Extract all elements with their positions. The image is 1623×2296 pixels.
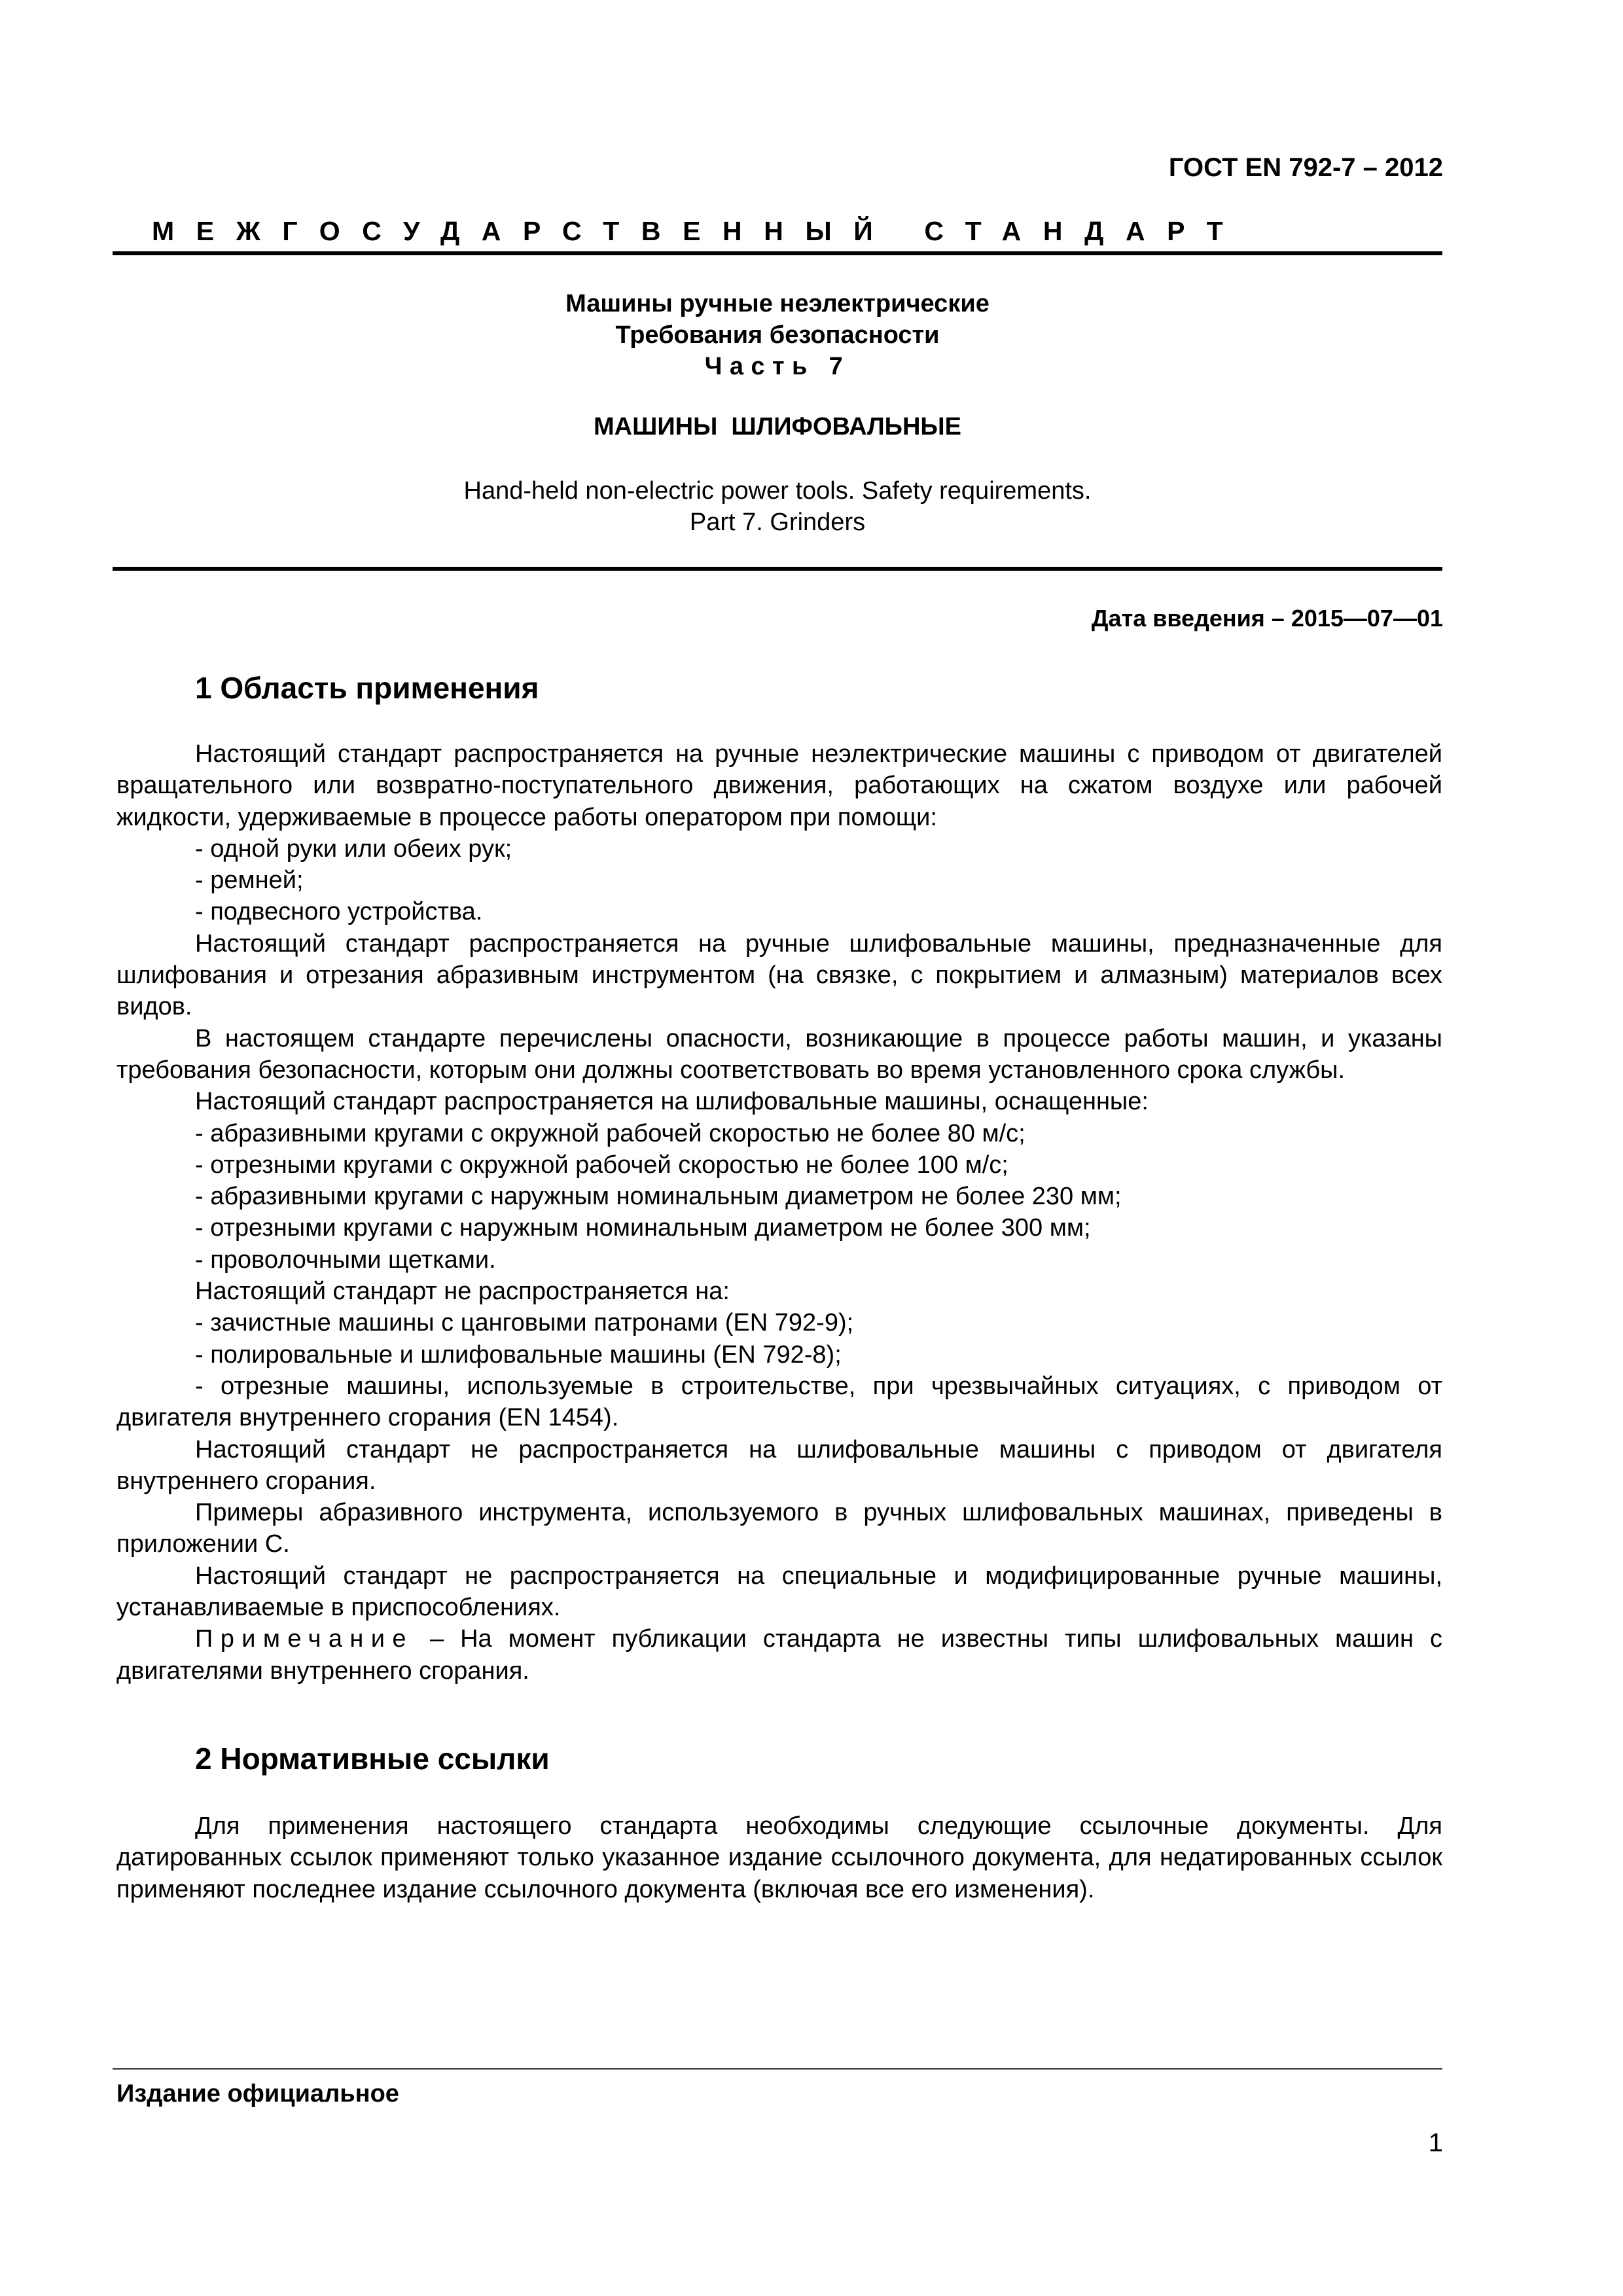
list-item: - абразивными кругами с окружной рабочей скоростью не более 80 м/с; [195,1119,1026,1147]
title-part: Часть 7 [704,353,851,380]
section-1-heading: 1 Область применения [195,671,539,705]
list-item: - ремней; [195,867,304,895]
title-divider [113,567,1442,571]
note-label: Примечание [195,1625,414,1653]
list-item: - абразивными кругами с наружным номинальным диаметром не более 230 мм; [195,1183,1122,1211]
title-line-2: Требования безопасности [615,321,940,349]
list-item: - проволочными щетками. [195,1246,496,1274]
edition-label: Издание официальное [116,2080,399,2108]
paragraph: Настоящий стандарт распространяется на ручные неэлектрические машины с приводом от двигателей вращательного или возвратно-поступательного движения, работающих на сжатом воздухе или рабочей жидкости, удерживаемые в процессе работы оператором при помощи: [116,740,1442,831]
page-number: 1 [1428,2128,1443,2157]
list-item: - подвесного устройства. [195,898,483,926]
title-en-line-1: Hand-held non-electric power tools. Safety requirements. [463,477,1092,505]
list-item: - отрезными кругами с наружным номинальным диаметром не более 300 мм; [195,1214,1091,1242]
title-en-line-2: Part 7. Grinders [689,509,866,536]
list-item: - полировальные и шлифовальные машины (EN 792-8); [195,1340,842,1369]
title-line-1: Машины ручные неэлектрические [565,290,990,317]
footer-divider [113,2068,1442,2070]
paragraph: Настоящий стандарт не распространяется на: [195,1278,730,1306]
note-text: – На момент публикации стандарта не известны типы шлифовальных машин с двигателями внутреннего сгорания. [116,1625,1442,1685]
note [116,1623,1442,1687]
document-code: ГОСТ EN 792-7 – 2012 [1168,153,1443,182]
title-subject: МАШИНЫ ШЛИФОВАЛЬНЫЕ [594,413,961,440]
paragraph: Настоящий стандарт распространяется на ручные шлифовальные машины, предназначенные для шлифования и отрезания абразивным инструментом (на связке, с покрытием и алмазным) материалов всех видов. [116,929,1442,1021]
list-item: - одной руки или обеих рук; [195,834,512,863]
introduction-date: Дата введения – 2015—07—01 [1091,605,1443,632]
section-2-body [116,1810,1442,1905]
paragraph: Настоящий стандарт не распространяется на специальные и модифицированные ручные машины, устанавливаемые в приспособлениях. [116,1562,1442,1622]
title-russian [113,288,1442,382]
section-1-body [116,738,1442,1687]
section-2-heading: 2 Нормативные ссылки [195,1742,550,1776]
list-item: - зачистные машины с цанговыми патронами (EN 792-9); [195,1309,854,1337]
paragraph: Настоящий стандарт распространяется на шлифовальные машины, оснащенные: [195,1088,1149,1116]
paragraph: Примеры абразивного инструмента, используемого в ручных шлифовальных машинах, приведены в приложении С. [116,1499,1442,1558]
list-item: - отрезными кругами с окружной рабочей скоростью не более 100 м/с; [195,1151,1008,1179]
paragraph: Настоящий стандарт не распространяется на шлифовальные машины с приводом от двигателя внутреннего сгорания. [116,1435,1442,1495]
top-divider [113,251,1442,255]
list-item: - отрезные машины, используемые в строительстве, при чрезвычайных ситуациях, с приводом от двигателя внутреннего сгорания (EN 1454). [116,1372,1442,1432]
standard-type-title: МЕЖГОСУДАРСТВЕННЫЙ СТАНДАРТ [152,216,1245,246]
paragraph: Для применения настоящего стандарта необходимы следующие ссылочные документы. Для датированных ссылок применяют только указанное издание ссылочного документа, для недатированных ссылок применяют последнее издание ссылочного документа (включая все его изменения). [116,1812,1442,1903]
paragraph: В настоящем стандарте перечислены опасности, возникающие в процессе работы машин, и указаны требования безопасности, которым они должны соответствовать во время установленного срока службы. [116,1024,1442,1084]
title-english [113,475,1442,538]
